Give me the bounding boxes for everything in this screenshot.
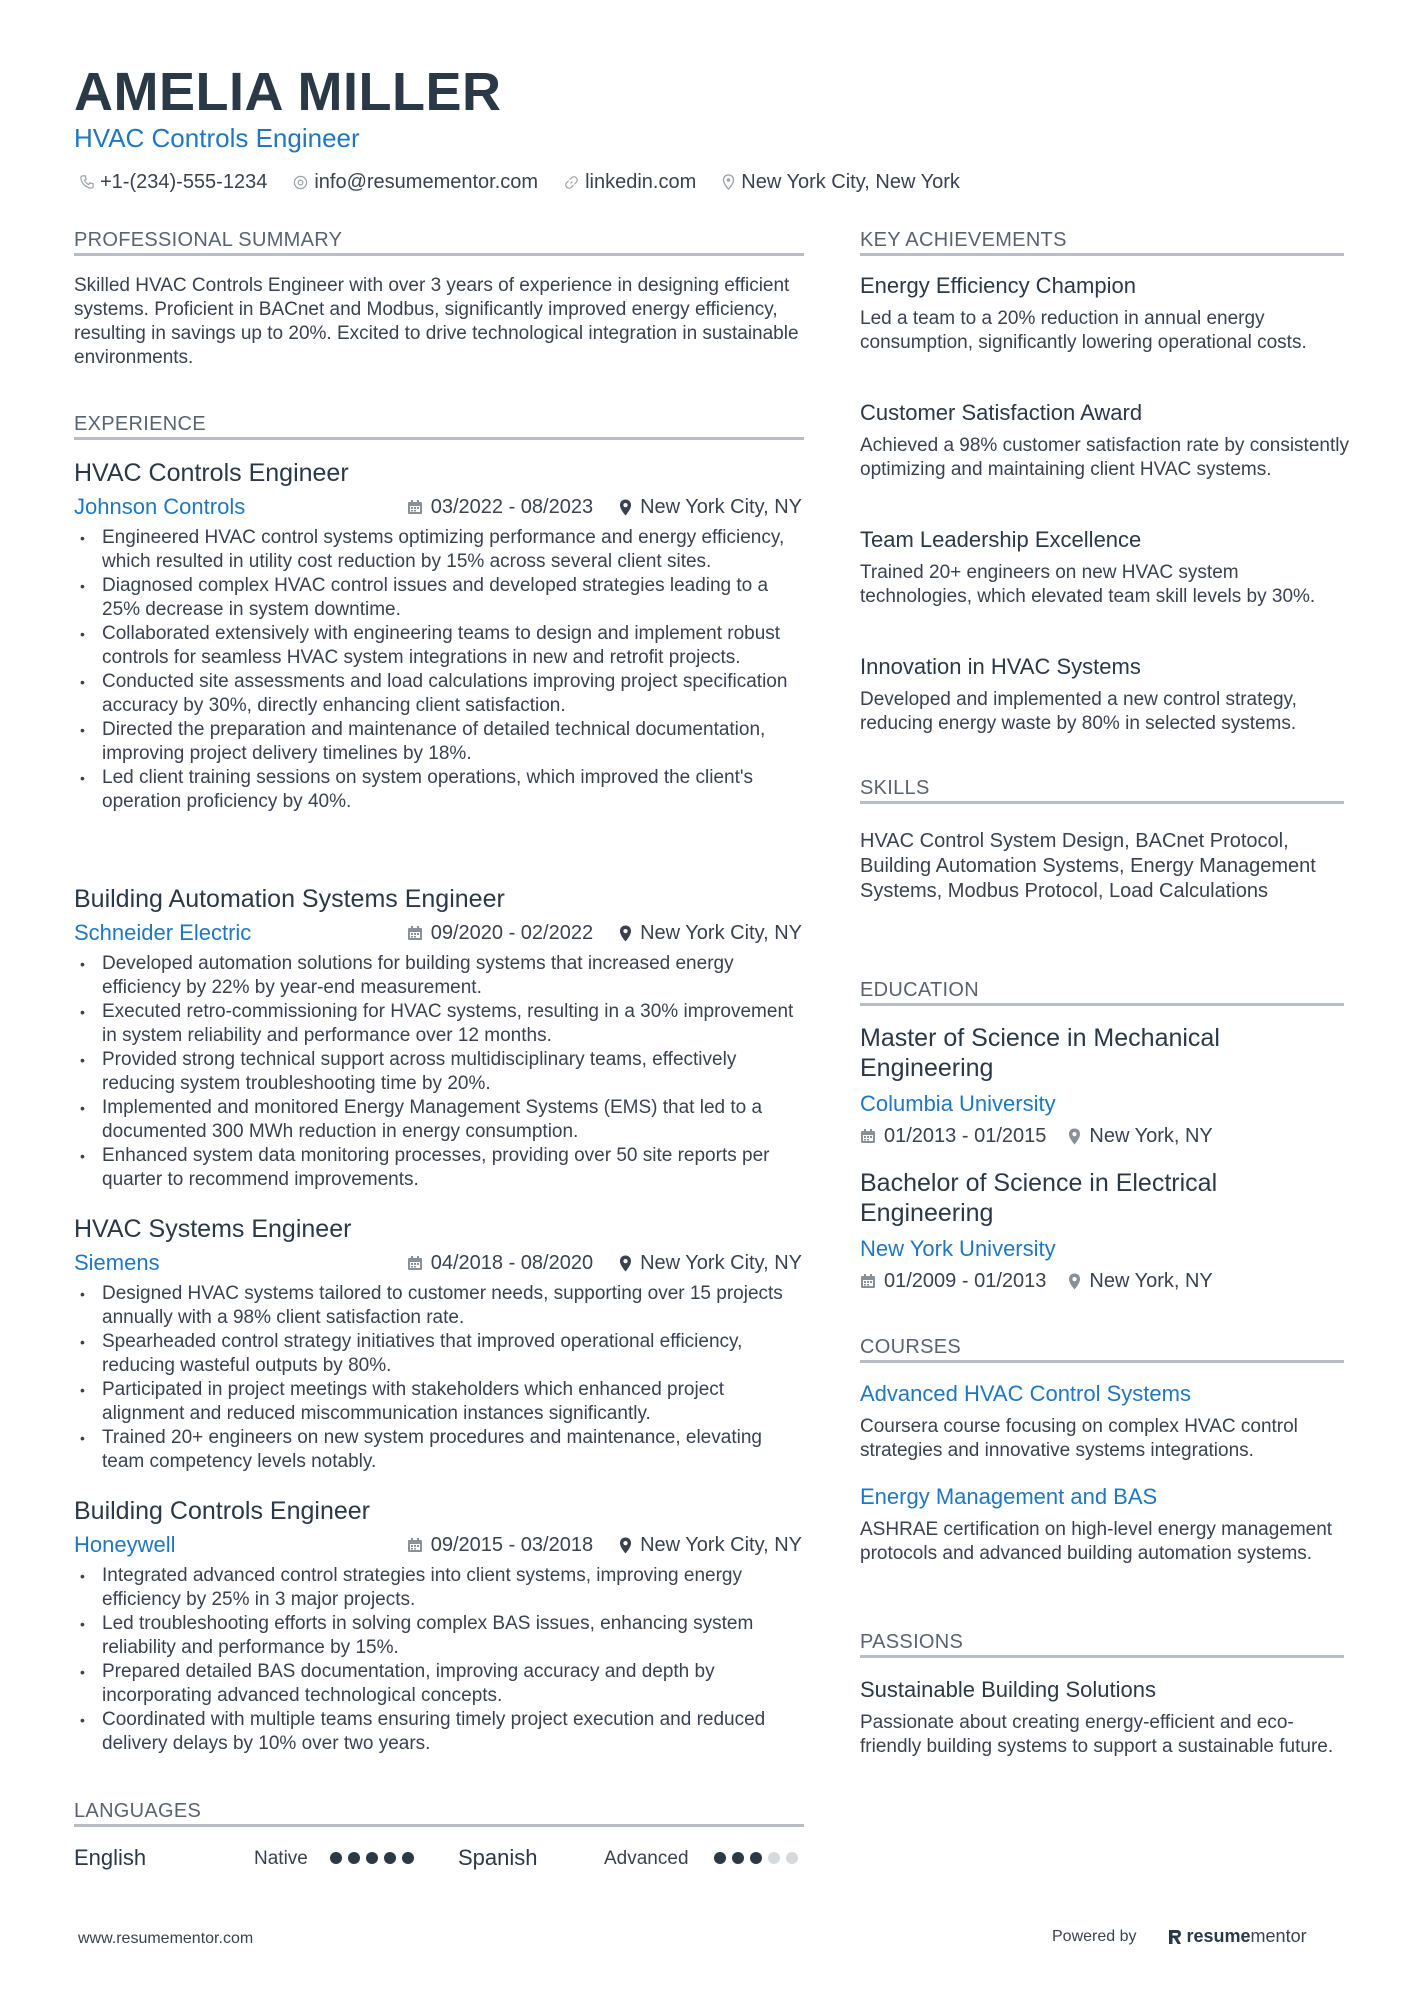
phone-icon bbox=[80, 175, 94, 189]
list-item: • Trained 20+ engineers on new system procedures and maintenance, elevating team competency levels notably. bbox=[74, 1426, 804, 1474]
contact-phone bbox=[80, 168, 267, 196]
footer-website[interactable]: www.resumementor.com bbox=[78, 1930, 254, 1947]
language-name: English bbox=[74, 1845, 147, 1870]
education-dates bbox=[860, 1267, 1046, 1295]
list-item: • Conducted site assessments and load calculations improving project specification accuracy by 30%, directly enhancing client satisfaction. bbox=[74, 670, 804, 718]
job-dates-text: 09/2020 - 02/2022 bbox=[430, 922, 594, 944]
calendar-icon bbox=[860, 1273, 876, 1289]
location-text: New York City, New York bbox=[741, 171, 960, 193]
candidate-name: AMELIA MILLER bbox=[74, 62, 502, 122]
achievements-divider bbox=[860, 253, 1344, 256]
rating-dot-filled bbox=[384, 1852, 396, 1864]
courses-divider bbox=[860, 1360, 1344, 1363]
achievements-heading: KEY ACHIEVEMENTS bbox=[860, 229, 1067, 251]
list-item: • Integrated advanced control strategies into client systems, improving energy efficiency by 25% in 3 major projects. bbox=[74, 1564, 804, 1612]
education-dates-text: 01/2013 - 01/2015 bbox=[884, 1125, 1047, 1147]
job-bullets bbox=[74, 1282, 804, 1474]
job-dates-text: 03/2022 - 08/2023 bbox=[430, 496, 594, 518]
experience-divider bbox=[74, 437, 804, 440]
rating-dot-filled bbox=[348, 1852, 360, 1864]
summary-text: Skilled HVAC Controls Engineer with over 3 years of experience in designing efficient systems. Proficient in BACnet and Modbus, significantly improved energy efficiency, resulting in savings up to 20%. Excited to drive technological integration in sustainable environments. bbox=[74, 275, 799, 368]
phone-text: +1-(234)-555-1234 bbox=[100, 171, 268, 193]
list-item: • Directed the preparation and maintenance of detailed technical documentation, improving project delivery timelines by 18%. bbox=[74, 718, 804, 766]
job-location bbox=[619, 1249, 802, 1277]
location-pin-icon bbox=[619, 1537, 632, 1554]
contact-bar bbox=[80, 168, 986, 196]
list-item: • Diagnosed complex HVAC control issues and developed strategies leading to a 25% decrease in system downtime. bbox=[74, 574, 804, 622]
list-item: • Collaborated extensively with engineering teams to design and implement robust controls for seamless HVAC system integrations in new and retrofit projects. bbox=[74, 622, 804, 670]
contact-location bbox=[722, 168, 960, 196]
location-pin-icon bbox=[619, 925, 632, 942]
contact-linkedin[interactable] bbox=[564, 168, 696, 196]
brand-rest: mentor bbox=[1250, 1926, 1307, 1946]
achievement-title: Customer Satisfaction Award bbox=[860, 400, 1143, 425]
list-item: • Executed retro-commissioning for HVAC systems, resulting in a 30% improvement in system reliability and performance over 12 months. bbox=[74, 1000, 804, 1048]
rating-dot-filled bbox=[750, 1852, 762, 1864]
achievement-text: Developed and implemented a new control strategy, reducing energy waste by 80% in selected systems. bbox=[860, 689, 1297, 734]
rating-dot-filled bbox=[714, 1852, 726, 1864]
education-school: Columbia University bbox=[860, 1091, 1056, 1116]
course-title: Advanced HVAC Control Systems bbox=[860, 1381, 1191, 1406]
achievement-title: Team Leadership Excellence bbox=[860, 527, 1142, 552]
achievement-title: Energy Efficiency Champion bbox=[860, 273, 1136, 298]
education-meta bbox=[860, 1267, 1235, 1295]
education-dates bbox=[860, 1122, 1046, 1150]
course-title: Energy Management and BAS bbox=[860, 1484, 1158, 1509]
job-location bbox=[619, 1531, 802, 1559]
job-dates bbox=[407, 919, 593, 947]
email-text: info@resumementor.com bbox=[314, 171, 539, 193]
rating-dot-filled bbox=[330, 1852, 342, 1864]
list-item: • Developed automation solutions for building systems that increased energy efficiency by 22% by year-end measurement. bbox=[74, 952, 804, 1000]
education-location-text: New York, NY bbox=[1089, 1270, 1213, 1292]
passions-heading: PASSIONS bbox=[860, 1631, 964, 1653]
languages-divider bbox=[74, 1824, 804, 1827]
job-location bbox=[619, 493, 802, 521]
location-pin-icon bbox=[722, 174, 735, 190]
education-meta bbox=[860, 1122, 1235, 1150]
list-item: • Provided strong technical support across multidisciplinary teams, effectively reducing system troubleshooting time by 20%. bbox=[74, 1048, 804, 1096]
list-item: • Led troubleshooting efforts in solving complex BAS issues, enhancing system reliability and performance by 15%. bbox=[74, 1612, 804, 1660]
achievement-text: Achieved a 98% customer satisfaction rate by consistently optimizing and maintaining client HVAC systems. bbox=[860, 435, 1349, 480]
list-item: • Implemented and monitored Energy Management Systems (EMS) that led to a documented 300 MWh reduction in energy consumption. bbox=[74, 1096, 804, 1144]
list-item: • Coordinated with multiple teams ensuring timely project execution and reduced delivery delays by 10% over two years. bbox=[74, 1708, 804, 1756]
list-item: • Spearheaded control strategy initiatives that improved operational efficiency, reducing wasteful outputs by 80%. bbox=[74, 1330, 804, 1378]
course-text: Coursera course focusing on complex HVAC control strategies and innovative systems integrations. bbox=[860, 1416, 1298, 1461]
job-meta bbox=[381, 919, 802, 947]
job-dates-text: 09/2015 - 03/2018 bbox=[430, 1534, 594, 1556]
rating-dot-empty bbox=[768, 1852, 780, 1864]
powered-by-text: Powered by bbox=[1052, 1927, 1137, 1945]
job-meta bbox=[381, 1531, 802, 1559]
job-location-text: New York City, NY bbox=[640, 1534, 802, 1556]
language-rating bbox=[714, 1852, 804, 1864]
achievement-title: Innovation in HVAC Systems bbox=[860, 654, 1141, 679]
rating-dot-empty bbox=[786, 1852, 798, 1864]
language-name: Spanish bbox=[458, 1845, 538, 1870]
education-degree: Bachelor of Science in Electrical Engineering bbox=[860, 1169, 1218, 1227]
achievement-text: Trained 20+ engineers on new HVAC system technologies, which elevated team skill levels by 30%. bbox=[860, 562, 1316, 607]
rating-dot-filled bbox=[402, 1852, 414, 1864]
education-degree: Master of Science in Mechanical Engineering bbox=[860, 1024, 1220, 1082]
education-location-text: New York, NY bbox=[1089, 1125, 1213, 1147]
job-dates bbox=[407, 493, 593, 521]
job-bullets bbox=[74, 1564, 804, 1756]
at-icon bbox=[293, 175, 308, 190]
brand-bold: resume bbox=[1186, 1926, 1251, 1946]
job-dates bbox=[407, 1249, 593, 1277]
footer-powered-by bbox=[1052, 1926, 1307, 1947]
location-pin-icon bbox=[619, 1255, 632, 1272]
brand-logo bbox=[1167, 1926, 1307, 1947]
resumementor-logo-icon bbox=[1167, 1928, 1183, 1946]
achievement-text: Led a team to a 20% reduction in annual energy consumption, significantly lowering operational costs. bbox=[860, 308, 1307, 353]
calendar-icon bbox=[407, 499, 423, 515]
list-item: • Designed HVAC systems tailored to customer needs, supporting over 15 projects annually with a 98% client satisfaction rate. bbox=[74, 1282, 804, 1330]
job-bullets bbox=[74, 952, 804, 1192]
education-divider bbox=[860, 1003, 1344, 1006]
rating-dot-filled bbox=[732, 1852, 744, 1864]
contact-email[interactable] bbox=[293, 168, 538, 196]
passions-divider bbox=[860, 1655, 1344, 1658]
job-title: HVAC Systems Engineer bbox=[74, 1215, 352, 1243]
languages-heading: LANGUAGES bbox=[74, 1800, 202, 1822]
education-dates-text: 01/2009 - 01/2013 bbox=[884, 1270, 1047, 1292]
summary-heading: PROFESSIONAL SUMMARY bbox=[74, 229, 343, 251]
skills-heading: SKILLS bbox=[860, 777, 930, 799]
job-location-text: New York City, NY bbox=[640, 922, 802, 944]
language-level: Native bbox=[254, 1848, 308, 1869]
calendar-icon bbox=[407, 1537, 423, 1553]
candidate-role: HVAC Controls Engineer bbox=[74, 123, 360, 153]
education-school: New York University bbox=[860, 1236, 1056, 1261]
course-text: ASHRAE certification on high-level energy management protocols and advanced building automation systems. bbox=[860, 1519, 1333, 1564]
job-title: HVAC Controls Engineer bbox=[74, 459, 349, 487]
job-dates-text: 04/2018 - 08/2020 bbox=[430, 1252, 594, 1274]
job-dates bbox=[407, 1531, 593, 1559]
passion-title: Sustainable Building Solutions bbox=[860, 1677, 1156, 1702]
job-location bbox=[619, 919, 802, 947]
skills-divider bbox=[860, 801, 1344, 804]
location-pin-icon bbox=[1068, 1128, 1081, 1145]
list-item: • Enhanced system data monitoring processes, providing over 50 site reports per quarter to recommend improvements. bbox=[74, 1144, 804, 1192]
location-pin-icon bbox=[1068, 1273, 1081, 1290]
education-heading: EDUCATION bbox=[860, 979, 979, 1001]
linkedin-text: linkedin.com bbox=[585, 171, 697, 193]
rating-dot-filled bbox=[366, 1852, 378, 1864]
job-meta bbox=[381, 493, 802, 521]
passion-text: Passionate about creating energy-efficient and eco-friendly building systems to support a sustainable future. bbox=[860, 1712, 1334, 1757]
skills-text: HVAC Control System Design, BACnet Protocol, Building Automation Systems, Energy Management Systems, Modbus Protocol, Load Calculations bbox=[860, 830, 1316, 902]
job-meta bbox=[381, 1249, 802, 1277]
job-title: Building Automation Systems Engineer bbox=[74, 885, 505, 913]
job-location-text: New York City, NY bbox=[640, 1252, 802, 1274]
list-item: • Led client training sessions on system operations, which improved the client's operation proficiency by 40%. bbox=[74, 766, 804, 814]
job-company: Johnson Controls bbox=[74, 494, 246, 519]
education-location bbox=[1068, 1122, 1212, 1150]
job-bullets bbox=[74, 526, 804, 814]
job-title: Building Controls Engineer bbox=[74, 1497, 371, 1525]
job-location-text: New York City, NY bbox=[640, 496, 802, 518]
job-company: Schneider Electric bbox=[74, 920, 252, 945]
list-item: • Participated in project meetings with stakeholders which enhanced project alignment and reduced miscommunication instances significantly. bbox=[74, 1378, 804, 1426]
location-pin-icon bbox=[619, 499, 632, 516]
job-company: Honeywell bbox=[74, 1532, 176, 1557]
education-location bbox=[1068, 1267, 1212, 1295]
link-icon bbox=[564, 175, 579, 190]
calendar-icon bbox=[860, 1128, 876, 1144]
experience-heading: EXPERIENCE bbox=[74, 413, 206, 435]
job-company: Siemens bbox=[74, 1250, 160, 1275]
summary-divider bbox=[74, 253, 804, 256]
list-item: • Engineered HVAC control systems optimizing performance and energy efficiency, which resulted in utility cost reduction by 15% across several client sites. bbox=[74, 526, 804, 574]
language-rating bbox=[330, 1852, 420, 1864]
courses-heading: COURSES bbox=[860, 1336, 962, 1358]
list-item: • Prepared detailed BAS documentation, improving accuracy and depth by incorporating advanced technological concepts. bbox=[74, 1660, 804, 1708]
calendar-icon bbox=[407, 925, 423, 941]
calendar-icon bbox=[407, 1255, 423, 1271]
language-level: Advanced bbox=[604, 1848, 689, 1869]
